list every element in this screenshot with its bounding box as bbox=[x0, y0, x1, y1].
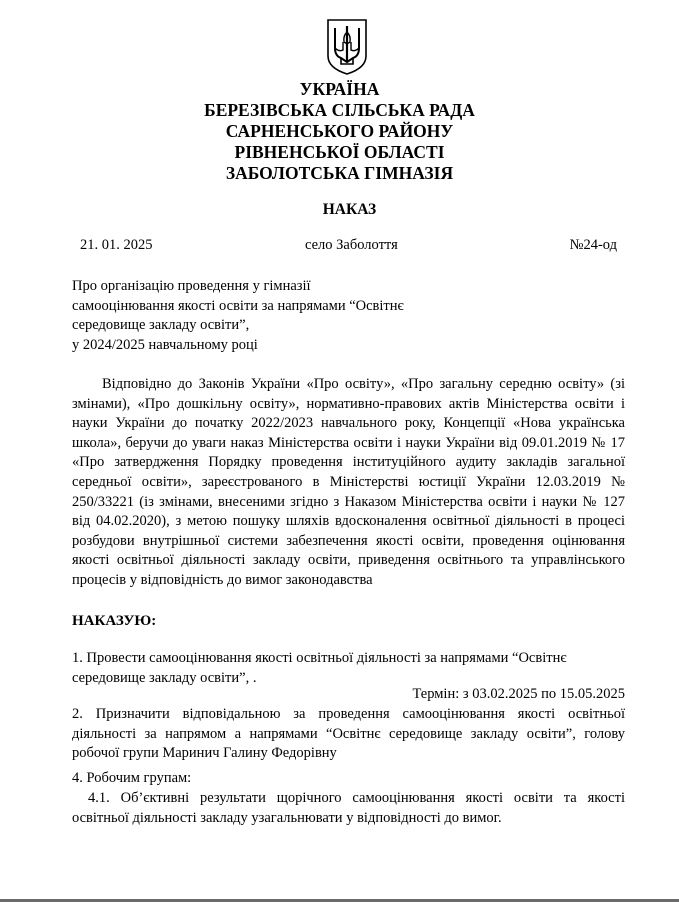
subject-line: у 2024/2025 навчальному році bbox=[72, 336, 258, 353]
header-council: БЕРЕЗІВСЬКА СІЛЬСЬКА РАДА bbox=[204, 100, 475, 120]
header-district: САРНЕНСЬКОГО РАЙОНУ bbox=[225, 121, 454, 141]
trident-icon bbox=[326, 18, 368, 76]
subject-line: середовище закладу освіти”, bbox=[72, 317, 250, 333]
document-header bbox=[0, 79, 679, 184]
order-number: №24-од bbox=[569, 237, 617, 253]
header-country: УКРАЇНА bbox=[299, 79, 380, 99]
order-title: НАКАЗ bbox=[322, 201, 377, 218]
order-item-2: 2. Призначити відповідальною за проведення самооцінювання якості освітньої діяльності за напрямом а напрямами “Освітнє середовище закладу освіти”, голову робочої групи Маринич Галину Федорівну bbox=[72, 706, 625, 762]
header-region: РІВНЕНСЬКОЇ ОБЛАСТІ bbox=[234, 142, 445, 162]
order-meta-row bbox=[0, 237, 679, 255]
order-item-1: 1. Провести самооцінювання якості освітньої діяльності за напрямами “Освітнє середовище закладу освіти”, . bbox=[72, 650, 567, 686]
subject-line: Про організацію проведення у гімназії bbox=[72, 278, 311, 294]
subject-line: самооцінювання якості освіти за напрямами “Освітнє bbox=[72, 297, 404, 314]
orders-heading: НАКАЗУЮ: bbox=[72, 613, 157, 629]
header-school: ЗАБОЛОТСЬКА ГІМНАЗІЯ bbox=[225, 163, 454, 183]
order-item-1-term: Термін: з 03.02.2025 по 15.05.2025 bbox=[412, 686, 625, 702]
order-subject bbox=[72, 277, 492, 355]
order-place: село Заболоття bbox=[305, 237, 398, 253]
order-item-4-1: 4.1. Об’єктивні результати щорічного самооцінювання якості освіти та якості освітньої діяльності закладу узагальнювати у відповідності до вимог. bbox=[72, 790, 625, 826]
preamble-paragraph: Відповідно до Законів України «Про освіту», «Про загальну середню освіту» (зі змінами), «Про дошкільну освіту», нормативно-правових актів Міністерства освіти і науки України до початку 2022/2023 навчального року, Концепції «Нова українська школа», беручи до уваги наказ Міністерства освіти і науки України від 09.01.2019 № 17 «Про затвердження Порядку проведення інституційного аудиту закладів загальної середньої освіти», зареєстрованого в Міністерстві юстиції України 12.03.2019 № 250/33221 (із змінами, внесеними згідно з Наказом Міністерства освіти і науки № 127 від 04.02.2020), з метою пошуку шляхів вдосконалення освітньої діяльності в процесі розбудови внутрішньої системи забезпечення якості освіти, проведення оцінювання якості освітньої діяльності закладу освіти, приведення освітнього та управлінського процесів у відповідність до вимог законодавства bbox=[72, 376, 625, 588]
order-date: 21. 01. 2025 bbox=[80, 237, 153, 253]
order-item-4: 4. Робочим групам: bbox=[72, 770, 192, 786]
